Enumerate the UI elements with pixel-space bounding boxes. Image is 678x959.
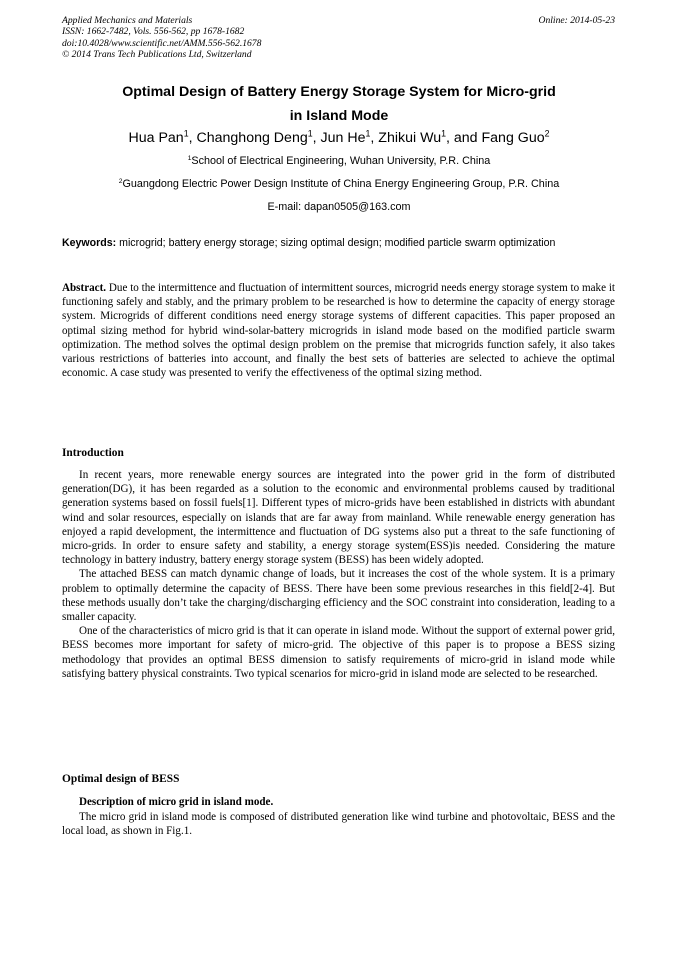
paragraph: One of the characteristics of micro grid is that it can operate in island mode. Without the support of external power grid, BESS becomes more important for safety of micro-grid. The objective of this paper is to propose a BESS sizing methodology that provides an optimal BESS dimension to satisfy requirements of micro-grid in island mode while satisfying battery physical constraints. Two typical scenarios for micro-grid in island mode are selected to be researched. <box>62 625 615 680</box>
email-address[interactable]: E-mail: dapan0505@163.com <box>267 201 411 213</box>
keywords-text: microgrid; battery energy storage; sizing optimal design; modified particle swarm optimization <box>119 237 556 249</box>
paragraph: The micro grid in island mode is composed of distributed generation like wind turbine and photovoltaic, BESS and the local load, as shown in Fig.1. <box>62 811 615 838</box>
online-date: Online: 2014-05-23 <box>538 15 615 26</box>
abstract-label: Abstract. <box>62 282 107 294</box>
abstract-text: Due to the intermittence and fluctuation of intermittent sources, microgrid needs energy storage system to make it functioning safely and stably, and the primary problem to be researched is how to determine the capacity of energy storage system. Microgrids of different conditions need energy storage systems of different capacities. This paper proposed an optimal sizing method for hybrid wind-solar-battery microgrids in island mode based on the modified particle swarm optimization. The method solves the optimal design problem on the premise that microgrids function safely, it also takes various restrictions of batteries into account, and finally the best sets of batteries are selected to achieve the optimal economic. A case study was presented to verify the effectiveness of the optimal sizing method. <box>62 282 615 380</box>
paper-title <box>62 80 616 128</box>
author: Changhong Deng$^1$, <box>196 128 321 146</box>
keywords-block <box>62 236 615 251</box>
affiliation-1: $^1$School of Electrical Engineering, Wuhan University, P.R. China <box>187 154 491 167</box>
introduction-body <box>62 468 615 681</box>
paragraph: In recent years, more renewable energy sources are integrated into the power grid in the form of distributed generation(DG), it has been regarded as a solution to the economic and environmental problems caused by traditional generation systems based on fossil fuels[1]. Different types of micro-grids have been established in districts with abundant wind and solar resources, especially on islands that are far away from mainland. While renewable energy generation has enjoyed a rapid development, the intermittence and fluctuation of DG systems also put a threat to the safe functioning of micro-grids. In order to ensure safety and stability, a energy storage system(ESS)is needed. Considering the mature technology in battery industry, battery energy storage system (BESS) has been widely adopted. <box>62 469 615 567</box>
issn-line: ISSN: 1662-7482, Vols. 556-562, pp 1678-1682 <box>62 26 245 38</box>
section-heading-optimal-design: Optimal design of BESS <box>62 773 180 785</box>
optimal-design-body <box>62 810 615 838</box>
keywords-label: Keywords: <box>62 237 117 249</box>
paragraph: The attached BESS can match dynamic change of loads, but it increases the cost of the whole system. It is a primary problem to optimally determine the capacity of BESS. There have been some previous researches in this field[2-4]. But these methods usually don’t take the charging/discharging efficiency and the SOC constraint into consideration, leading to a smaller capacity. <box>62 568 615 624</box>
author: Hua Pan$^1$, <box>128 128 197 146</box>
copyright-line: © 2014 Trans Tech Publications Ltd, Switzerland <box>62 49 252 61</box>
title-line-2: in Island Mode <box>289 108 389 124</box>
affiliation-2: $^2$Guangdong Electric Power Design Institute of China Energy Engineering Group, P.R. China <box>118 177 560 190</box>
author: Zhikui Wu$^1$, and <box>378 128 482 146</box>
journal-header <box>62 15 261 61</box>
title-line-1: Optimal Design of Battery Energy Storage System for Micro-grid <box>122 84 556 100</box>
journal-name: Applied Mechanics and Materials <box>62 15 193 26</box>
author-list <box>62 129 616 147</box>
section-heading-introduction: Introduction <box>62 447 124 459</box>
doi-line[interactable]: doi:10.4028/www.scientific.net/AMM.556-562.1678 <box>62 37 262 49</box>
author: Fang Guo$^2$ <box>481 128 550 146</box>
subsection-heading: Description of micro grid in island mode. <box>79 796 274 808</box>
author: Jun He$^1$, <box>320 128 379 146</box>
abstract-block <box>62 281 615 380</box>
